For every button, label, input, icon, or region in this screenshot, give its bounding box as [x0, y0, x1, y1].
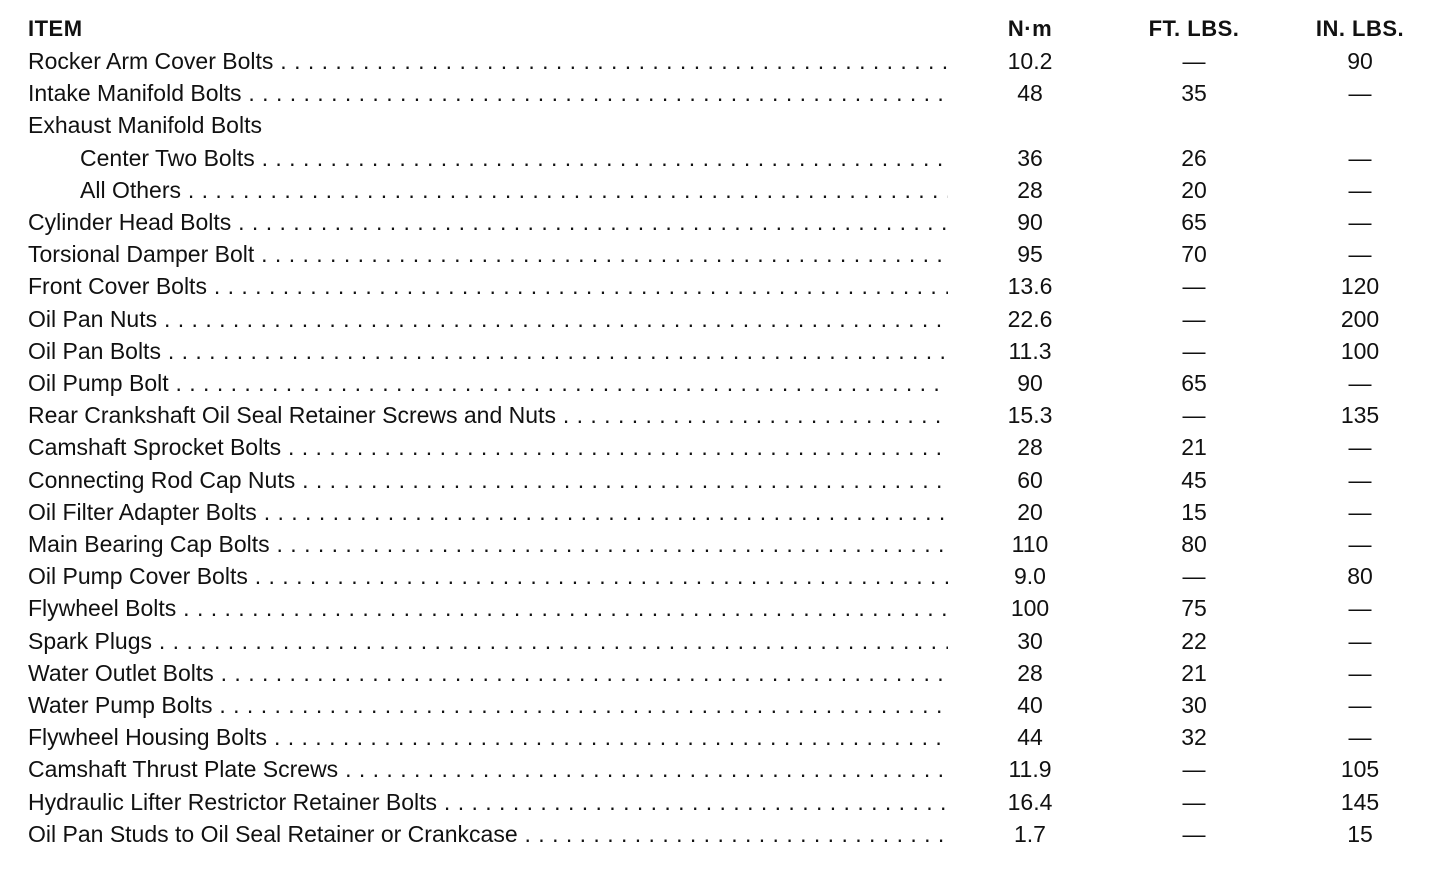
row-item-label: Oil Pan Nuts . . . [28, 303, 948, 335]
row-ft-lbs-value: 15 [1181, 498, 1207, 525]
row-in-lbs-value: 90 [1347, 48, 1373, 74]
row-nm-value: 110 [1011, 531, 1049, 557]
row-item-label: Oil Pan Bolts . . . [28, 335, 948, 367]
row-in-lbs-value: — [1348, 176, 1372, 203]
row-ft-lbs-value: — [1182, 563, 1206, 590]
row-nm-value: 20 [1017, 498, 1043, 525]
row-nm-value: 28 [1017, 659, 1043, 686]
table-row [0, 399, 1456, 431]
row-nm-value: 28 [1017, 176, 1043, 203]
table-row [0, 496, 1456, 528]
row-in-lbs-value: — [1348, 659, 1372, 686]
header-in-lbs: IN. LBS. [1315, 16, 1405, 41]
row-item-label: Cylinder Head Bolts . . . [28, 206, 948, 238]
table-row [0, 657, 1456, 689]
row-nm-value: 44 [1017, 724, 1043, 751]
row-item-label: Main Bearing Cap Bolts . . . [28, 528, 948, 560]
table-row [0, 560, 1456, 592]
row-in-lbs-value: — [1348, 434, 1372, 461]
table-row [0, 689, 1456, 721]
row-item-label: Water Outlet Bolts . . . [28, 657, 948, 689]
table-row [0, 528, 1456, 560]
row-nm-value: 90 [1017, 370, 1043, 396]
row-item-label: Connecting Rod Cap Nuts . . . [28, 464, 948, 496]
row-item-label: Camshaft Thrust Plate Screws . . . [28, 753, 948, 785]
row-ft-lbs-value: 21 [1181, 659, 1207, 686]
row-nm-value: 100 [1010, 595, 1050, 622]
row-nm-value: 28 [1017, 434, 1043, 461]
row-nm-value: 60 [1017, 466, 1043, 493]
row-nm-value: 48 [1017, 80, 1043, 107]
row-item-label: Flywheel Housing Bolts . . . [28, 721, 948, 753]
row-in-lbs-value: — [1348, 80, 1372, 107]
row-ft-lbs-value: 80 [1181, 531, 1207, 557]
row-ft-lbs-value: 65 [1181, 370, 1207, 396]
header-ft-lbs: FT. LBS. [1148, 16, 1240, 41]
row-ft-lbs-value: 30 [1181, 692, 1207, 718]
table-row [0, 721, 1456, 753]
row-item-label: Center Two Bolts . . . [80, 142, 948, 174]
row-ft-lbs-value: — [1182, 756, 1206, 783]
table-row [0, 367, 1456, 399]
row-ft-lbs-value: — [1182, 305, 1206, 332]
row-item-label: Hydraulic Lifter Restrictor Retainer Bolts . . . [28, 786, 948, 818]
row-ft-lbs-value: 21 [1181, 434, 1207, 461]
row-in-lbs-value: — [1348, 144, 1372, 171]
row-item-label: Rear Crankshaft Oil Seal Retainer Screws and Nuts . . . [28, 399, 948, 431]
row-ft-lbs-value: 20 [1181, 176, 1207, 203]
row-ft-lbs-value: 45 [1181, 466, 1207, 493]
table-row [0, 786, 1456, 818]
row-ft-lbs-value: — [1182, 788, 1206, 815]
row-in-lbs-value: 120 [1340, 273, 1380, 300]
table-row [0, 431, 1456, 463]
table-row [0, 753, 1456, 785]
row-in-lbs-value: — [1348, 498, 1372, 525]
row-nm-value: 1.7 [1014, 820, 1046, 847]
table-row [0, 142, 1456, 174]
row-in-lbs-value: — [1348, 241, 1372, 268]
row-in-lbs-value: — [1348, 627, 1372, 654]
row-in-lbs-value: — [1348, 531, 1372, 557]
row-nm-value: 11.9 [1008, 756, 1052, 783]
table-row [0, 238, 1456, 270]
row-item-label: Camshaft Sprocket Bolts . . . [28, 431, 948, 463]
row-ft-lbs-value: — [1182, 820, 1206, 847]
row-in-lbs-value: 145 [1340, 788, 1380, 815]
row-item-label: Rocker Arm Cover Bolts . . . [28, 45, 948, 77]
table-row [0, 270, 1456, 302]
row-nm-value: 10.2 [1007, 48, 1053, 74]
table-row [0, 45, 1456, 77]
row-nm-value: 30 [1017, 627, 1043, 654]
table-row [0, 174, 1456, 206]
row-nm-value: 90 [1017, 209, 1043, 235]
table-row [0, 77, 1456, 109]
row-ft-lbs-value: 70 [1181, 241, 1207, 268]
row-ft-lbs-value: 35 [1181, 80, 1207, 107]
table-row [0, 303, 1456, 335]
row-nm-value: 36 [1017, 144, 1043, 171]
row-in-lbs-value: 135 [1340, 402, 1380, 429]
row-in-lbs-value: 100 [1340, 337, 1380, 364]
table-row [0, 206, 1456, 238]
row-nm-value: 15.3 [1007, 402, 1053, 429]
row-item-label: Water Pump Bolts . . . [28, 689, 948, 721]
row-nm-value: 16.4 [1007, 788, 1053, 815]
row-in-lbs-value: 105 [1340, 756, 1380, 783]
row-in-lbs-value: — [1348, 692, 1372, 718]
row-nm-value: 13.6 [1007, 273, 1053, 300]
row-ft-lbs-value: 32 [1181, 724, 1207, 751]
row-ft-lbs-value: — [1182, 48, 1206, 74]
row-ft-lbs-value: — [1182, 402, 1206, 429]
table-row [0, 625, 1456, 657]
row-in-lbs-value: — [1348, 466, 1372, 493]
row-item-label: Oil Pump Cover Bolts . . . [28, 560, 948, 592]
row-ft-lbs-value: 75 [1181, 595, 1207, 622]
row-ft-lbs-value: — [1182, 337, 1206, 364]
row-in-lbs-value: — [1348, 209, 1372, 235]
row-nm-value: 95 [1017, 241, 1043, 268]
header-nm: N·m [1007, 16, 1053, 41]
row-item-label: Oil Pan Studs to Oil Seal Retainer or Crankcase . . . [28, 818, 948, 850]
header-item: ITEM [28, 16, 83, 41]
table-row [0, 109, 1456, 141]
row-nm-value: 9.0 [1014, 563, 1046, 590]
row-ft-lbs-value: — [1182, 273, 1206, 300]
row-item-label: Intake Manifold Bolts . . . [28, 77, 948, 109]
row-in-lbs-value: — [1348, 370, 1372, 396]
row-nm-value: 11.3 [1008, 337, 1052, 364]
row-item-label: Spark Plugs . . . [28, 625, 948, 657]
table-row [0, 464, 1456, 496]
row-item-label: Oil Filter Adapter Bolts . . . [28, 496, 948, 528]
row-in-lbs-value: 15 [1347, 820, 1373, 847]
row-in-lbs-value: 80 [1347, 563, 1373, 590]
row-item-label: Front Cover Bolts . . . [28, 270, 948, 302]
table-row [0, 818, 1456, 850]
row-in-lbs-value: — [1348, 724, 1372, 751]
row-nm-value: 22.6 [1007, 305, 1053, 332]
table-row [0, 592, 1456, 624]
row-ft-lbs-value: 26 [1181, 144, 1207, 171]
row-in-lbs-value: — [1348, 595, 1372, 622]
row-in-lbs-value: 200 [1340, 305, 1380, 332]
row-item-label: Torsional Damper Bolt . . . [28, 238, 948, 270]
table-row [0, 335, 1456, 367]
row-ft-lbs-value: 22 [1181, 627, 1207, 654]
row-item-label: Oil Pump Bolt . . . [28, 367, 948, 399]
table-header [0, 13, 1456, 45]
row-ft-lbs-value: 65 [1181, 209, 1207, 235]
row-nm-value: 40 [1017, 692, 1043, 718]
row-item-label: Exhaust Manifold Bolts [28, 112, 262, 139]
row-item-label: All Others . . . [80, 174, 948, 206]
row-item-label: Flywheel Bolts . . . [28, 592, 948, 624]
